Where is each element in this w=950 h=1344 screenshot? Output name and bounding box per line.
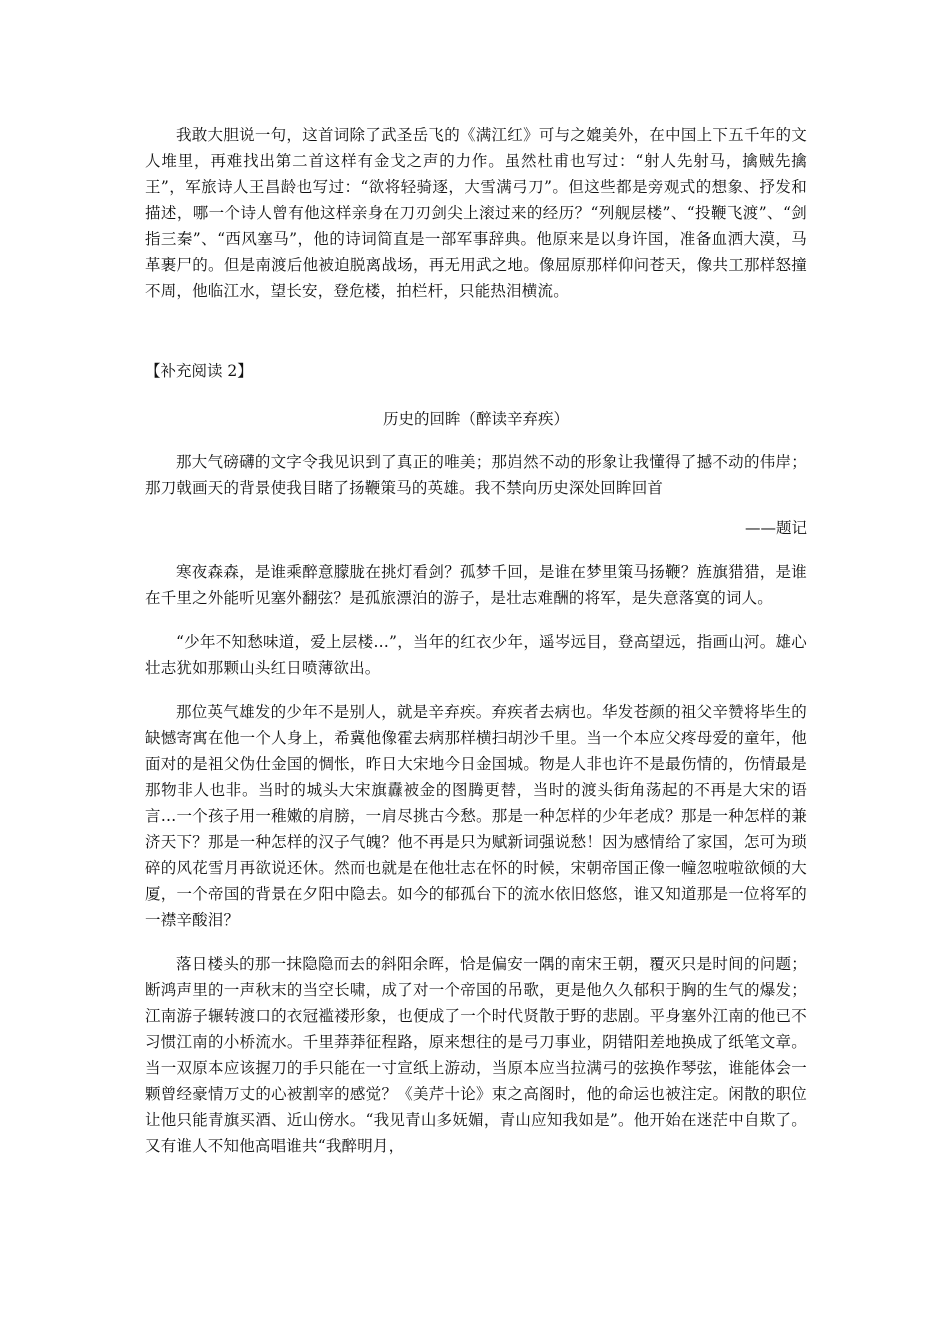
body-paragraph: 落日楼头的那一抹隐隐而去的斜阳余晖，恰是偏安一隅的南宋王朝，覆灭只是时间的问题；断鸿声里的一声秋末的当空长啸，成了对一个帝国的吊歌，更是他久久郁积于胸的生气的爆发；江南游子辗转渡口的衣冠褴褛形象，也便成了一个时代贤散于野的悲剧。平身塞外江南的他已不习惯江南的小桥流水。千里莽莽征程路，原来想往的是弓刀事业，阴错阳差地换成了纸笔文章。当一双原本应该握刀的手只能在一寸宣纸上游动，当原本应当拉满弓的弦换作琴弦，谁能体会一颗曾经豪情万丈的心被割宰的感觉？《美芹十论》束之高阁时，他的命运也被注定。闲散的职位让他只能青旗买酒、近山傍水。“我见青山多妩媚，青山应知我如是”。他开始在迷茫中自欺了。又有谁人不知他高唱谁共“我醉明月， (145, 955, 807, 1155)
body-paragraph: “少年不知愁味道，爱上层楼…”，当年的红衣少年，遥岑远目，登高望远，指画山河。雄心壮志犹如那颗山头红日喷薄欲出。 (145, 633, 807, 677)
body-paragraph: 寒夜森森，是谁乘醉意朦胧在挑灯看剑？孤梦千回，是谁在梦里策马扬鞭？旌旗猎猎，是谁在千里之外能听见塞外翻弦？是孤旅漂泊的游子，是壮志难酬的将军，是失意落寞的词人。 (145, 563, 807, 607)
intro-paragraph: 我敢大胆说一句，这首词除了武圣岳飞的《满江红》可与之媲美外，在中国上下五千年的文人堆里，再难找出第二首这样有金戈之声的力作。虽然杜甫也写过：“射人先射马，擒贼先擒王”，军旅诗人王昌龄也写过：“欲将轻骑逐，大雪满弓刀”。但这些都是旁观式的想象、抒发和描述，哪一个诗人曾有他这样亲身在刀刃剑尖上滚过来的经历？“列舰层楼”、“投鞭飞渡”、“剑指三秦”、“西风塞马”，他的诗词简直是一部军事辞典。他原来是以身许国，准备血洒大漠，马革裹尸的。但是南渡后他被迫脱离战场，再无用武之地。像屈原那样仰问苍天，像共工那样怒撞不周，他临江水，望长安，登危楼，拍栏杆，只能热泪横流。 (145, 126, 807, 300)
epigraph-signature: ——题记 (744, 519, 807, 537)
essay-title: 历史的回眸（醉读辛弃疾） (382, 410, 569, 428)
document-page (145, 122, 807, 1159)
body-paragraph: 那位英气雄发的少年不是别人，就是辛弃疾。弃疾者去病也。华发苍颜的祖父辛赞将毕生的缺憾寄寓在他一个人身上，希冀他像霍去病那样横扫胡沙千里。当一个本应父疼母爱的童年，他面对的是祖父伪仕金国的惆怅，昨日大宋地今日金国城。物是人非也许不是最伤情的，伤情最是那物非人也非。当时的城头大宋旗纛被金的图腾更替，当时的渡头街角荡起的不再是大宋的语言…一个孩子用一稚嫩的肩膀，一肩尽挑古今愁。那是一种怎样的少年老成？那是一种怎样的兼济天下？那是一种怎样的汉子气魄？他不再是只为赋新词强说愁！因为感情给了家国，怎可为琐碎的风花雪月再欲说还休。然而也就是在他壮志在怀的时候，宋朝帝国正像一幢忽啦啦欲倾的大厦，一个帝国的背景在夕阳中隐去。如今的郁孤台下的流水依旧悠悠，谁又知道那是一位将军的一襟辛酸泪？ (145, 703, 807, 929)
section-label: 【补充阅读 2】 (145, 362, 253, 380)
epigraph: 那大气磅礴的文字令我见识到了真正的唯美；那岿然不动的形象让我懂得了撼不动的伟岸；那刀戟画天的背景使我目睹了扬鞭策马的英雄。我不禁向历史深处回眸回首 (145, 453, 807, 497)
